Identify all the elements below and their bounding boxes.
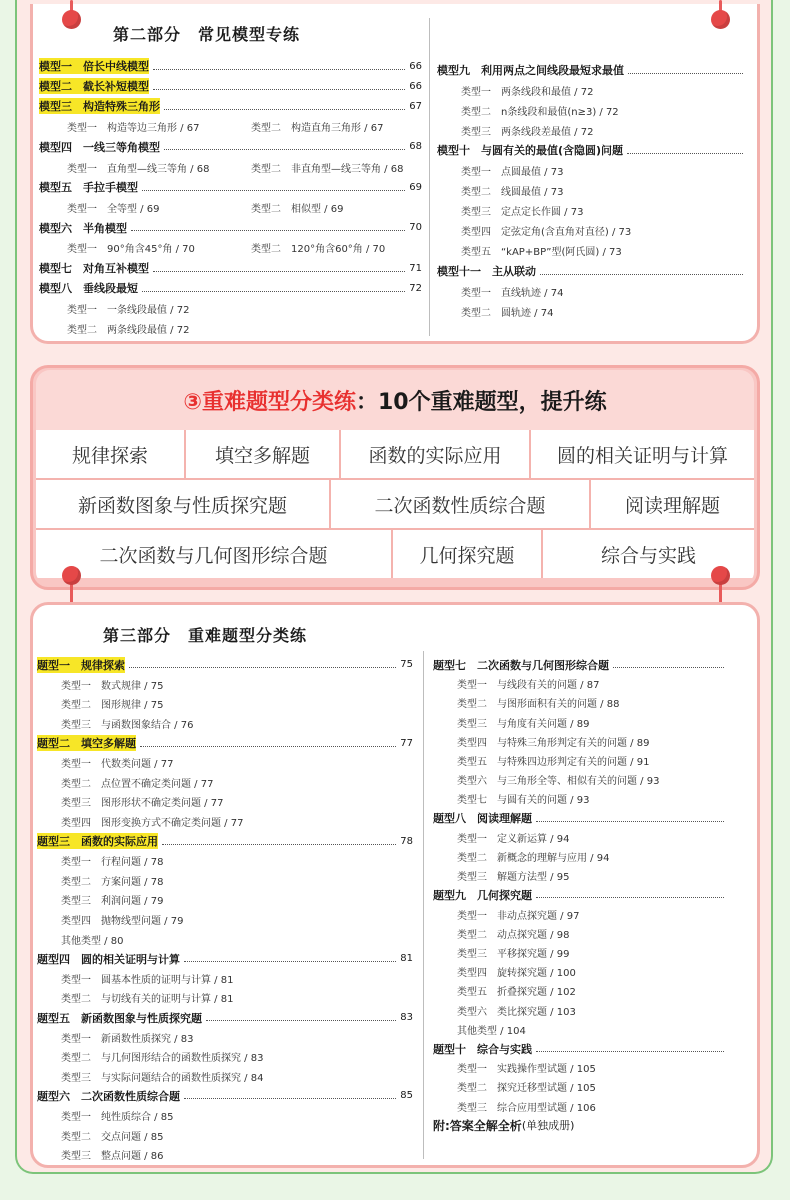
toc-heading-row (433, 809, 728, 828)
toc-subtype-row (61, 969, 233, 989)
toc-heading-label: 模型四 一线三等角模型 (39, 140, 160, 154)
part3-title: 第三部分 重难题型分类练 (103, 626, 308, 645)
part3-contents-card (30, 602, 760, 1168)
dot-leader (164, 109, 405, 110)
toc-heading-row (37, 1086, 413, 1106)
dot-leader (131, 230, 405, 231)
toc-heading-label: 模型六 半角模型 (39, 221, 127, 235)
column-divider (423, 651, 424, 1159)
toc-subtype-row (61, 1125, 163, 1145)
toc-subtype-row (457, 828, 569, 847)
toc-subtype-label: 类型二 新概念的理解与应用 / 94 (457, 853, 610, 865)
toc-subtype-row (61, 675, 163, 695)
question-type-cell: 综合与实践 (600, 544, 696, 567)
toc-subtype-row (457, 693, 619, 712)
toc-subtype-row (457, 1097, 596, 1116)
toc-subtype-row (457, 674, 599, 693)
toc-subtype-row (461, 80, 593, 100)
part3-right-column (433, 655, 728, 1165)
toc-subtype-label: 类型一 代数类问题 / 77 (61, 759, 174, 771)
toc-subtype-row (457, 866, 569, 885)
toc-heading-row (37, 1008, 413, 1028)
toc-subtype-row (457, 981, 576, 1000)
question-type-cell: 新函数图象与性质探究题 (36, 480, 331, 528)
toc-subtype-row (461, 281, 563, 301)
column-divider (429, 18, 430, 336)
question-type-cell: 二次函数性质综合题 (331, 480, 591, 528)
toc-subtype-row (61, 1106, 173, 1126)
dot-leader (153, 69, 405, 70)
toc-subtype-row (61, 1027, 193, 1047)
toc-subtype-row (61, 792, 223, 812)
toc-subtype-label: 类型二 与切线有关的证明与计算 / 81 (61, 994, 234, 1006)
toc-subtype-row (61, 753, 173, 773)
toc-subtype-row (461, 221, 631, 241)
toc-subtype-label: 类型四 与特殊三角形判定有关的问题 / 89 (457, 737, 650, 749)
question-type-grid (36, 430, 754, 584)
toc-heading-row (39, 137, 422, 157)
toc-subtype-row (461, 241, 622, 261)
toc-subtype-label: 类型二 n条线段和最值(n≥3) / 72 (461, 106, 619, 118)
toc-subtype-label: 类型二 相似型 / 69 (251, 203, 344, 215)
toc-subtype-row (457, 1001, 576, 1020)
question-type-cell: 填空多解题 (186, 430, 341, 478)
question-type-row (36, 528, 754, 578)
toc-subtype-row (61, 988, 233, 1008)
toc-subtype-row (61, 929, 123, 949)
toc-page-number: 75 (400, 659, 413, 671)
toc-subtype-label: 类型三 与角度有关问题 / 89 (457, 718, 590, 730)
toc-subtype-label: 类型四 定弦定角(含直角对直径) / 73 (461, 227, 632, 239)
toc-page-number: 70 (409, 222, 422, 234)
toc-subtype-label: 类型二 动点探究题 / 98 (457, 929, 570, 941)
part2-right-column (437, 60, 747, 330)
toc-subtype-label: 类型二 与几何图形结合的函数性质探究 / 83 (61, 1053, 264, 1065)
question-type-cell: 二次函数与几何图形综合题 (36, 530, 393, 578)
toc-heading-label: 模型三 构造特殊三角形 (39, 100, 160, 114)
toc-heading-row (39, 218, 422, 238)
part2-contents-card (30, 4, 760, 344)
toc-subtype-label: 类型二 图形规律 / 75 (61, 700, 164, 712)
toc-page-number: 66 (409, 60, 422, 72)
toc-subtype-label: 类型一 数式规律 / 75 (61, 680, 164, 692)
toc-page-number: 71 (409, 262, 422, 274)
toc-subtype-label: 类型一 纯性质综合 / 85 (61, 1112, 174, 1124)
toc-subtype-label: 类型一 直线轨迹 / 74 (461, 287, 564, 299)
question-type-row (36, 478, 754, 528)
difficult-types-banner-card (30, 365, 760, 590)
question-type-cell: 规律探索 (36, 430, 186, 478)
toc-subtype-label: 类型三 与函数图象结合 / 76 (61, 720, 194, 732)
toc-subtype-label: 类型三 利润问题 / 79 (61, 896, 164, 908)
toc-heading-row (37, 831, 413, 851)
dot-leader (184, 1098, 396, 1099)
toc-subtype-row (61, 773, 213, 793)
toc-subtype-row (457, 905, 579, 924)
toc-heading-row (39, 76, 422, 96)
toc-subtype-label: 类型三 整点问题 / 86 (61, 1151, 164, 1163)
toc-subtype-label: 类型一 一条线段最值 / 72 (67, 304, 190, 316)
toc-subtype-label: 类型二 点位置不确定类问题 / 77 (61, 778, 214, 790)
toc-subtype-row (461, 100, 619, 120)
toc-subtype-label: 类型一 行程问题 / 78 (61, 857, 164, 869)
banner-heading-text: ：10个重难题型，提升练 (356, 389, 607, 415)
toc-subtype-label: 类型一 点圆最值 / 73 (461, 167, 564, 179)
question-type-cell: 阅读理解题 (624, 494, 720, 517)
toc-subtype-row (457, 847, 609, 866)
question-type-cell: 圆的相关证明与计算 (556, 444, 728, 467)
toc-subtype-row (67, 238, 385, 258)
toc-subtype-row (457, 732, 649, 751)
banner-heading-highlight: ③重难题型分类练 (183, 389, 356, 415)
toc-subtype-row (457, 789, 589, 808)
toc-heading-row (37, 733, 413, 753)
toc-subtype-row (61, 890, 163, 910)
banner-heading (36, 370, 754, 430)
toc-subtype-row (67, 298, 189, 318)
appendix-row (433, 1116, 574, 1135)
toc-heading-row (39, 258, 422, 278)
dot-leader (153, 271, 405, 272)
toc-subtype-label: 类型一 圆基本性质的证明与计算 / 81 (61, 974, 234, 986)
toc-heading-row (37, 655, 413, 675)
dot-leader (536, 1051, 724, 1052)
toc-subtype-row (457, 1058, 596, 1077)
dot-leader (206, 1020, 396, 1021)
toc-heading-label: 题型十 综合与实践 (433, 1042, 532, 1056)
toc-page-number: 68 (409, 141, 422, 153)
toc-page-number: 81 (400, 953, 413, 965)
dot-leader (613, 667, 724, 668)
toc-subtype-row (457, 924, 569, 943)
toc-subtype-label: 类型三 定点定长作圆 / 73 (461, 207, 584, 219)
toc-subtype-label: 类型二 方案问题 / 78 (61, 876, 164, 888)
toc-page-number: 85 (400, 1090, 413, 1102)
toc-heading-row (37, 949, 413, 969)
dot-leader (536, 821, 724, 822)
toc-heading-row (433, 655, 728, 674)
toc-heading-row (39, 56, 422, 76)
toc-subtype-row (61, 1067, 263, 1087)
question-type-row (36, 430, 754, 478)
toc-heading-label: 模型十 与圆有关的最值(含隐圆)问题 (437, 144, 624, 158)
toc-subtype-label: 类型一 与线段有关的问题 / 87 (457, 680, 600, 692)
toc-subtype-row (67, 197, 343, 217)
toc-subtype-row (61, 1145, 163, 1165)
toc-heading-label: 题型四 圆的相关证明与计算 (37, 952, 180, 966)
toc-subtype-label: 类型三 两条线段差最值 / 72 (461, 126, 594, 138)
toc-subtype-row (457, 1077, 596, 1096)
toc-page-number: 66 (409, 80, 422, 92)
toc-page-number: 78 (400, 835, 413, 847)
toc-heading-label: 题型七 二次函数与几何图形综合题 (433, 658, 609, 672)
toc-heading-label: 模型二 截长补短模型 (39, 80, 149, 94)
toc-subtype-label: 类型二 构造直角三角形 / 67 (251, 123, 384, 135)
dot-leader (140, 746, 396, 747)
toc-subtype-row (67, 117, 383, 137)
toc-subtype-label: 其他类型 / 80 (61, 935, 124, 947)
toc-subtype-label: 类型四 抛物线型问题 / 79 (61, 916, 184, 928)
dot-leader (627, 153, 743, 154)
toc-subtype-label: 类型二 交点问题 / 85 (61, 1131, 164, 1143)
toc-subtype-label: 类型二 圆轨迹 / 74 (461, 307, 554, 319)
toc-heading-row (39, 177, 422, 197)
toc-subtype-label: 类型一 两条线段和最值 / 72 (461, 86, 594, 98)
toc-heading-label: 模型七 对角互补模型 (39, 262, 149, 276)
dot-leader (153, 89, 405, 90)
toc-subtype-label: 类型五 与特殊四边形判定有关的问题 / 91 (457, 757, 650, 769)
toc-subtype-label: 类型二 非直角型—线三等角 / 68 (251, 163, 404, 175)
toc-heading-row (437, 140, 747, 160)
toc-page-number: 72 (409, 282, 422, 294)
toc-heading-row (437, 60, 747, 80)
toc-subtype-label: 类型四 图形变换方式不确定类问题 / 77 (61, 818, 244, 830)
toc-subtype-row (457, 770, 659, 789)
toc-subtype-row (457, 751, 649, 770)
toc-subtype-label: 类型一 非动点探究题 / 97 (457, 910, 580, 922)
toc-subtype-row (461, 181, 563, 201)
toc-heading-label: 题型三 函数的实际应用 (37, 835, 158, 849)
toc-subtype-label: 类型一 定义新运算 / 94 (457, 833, 570, 845)
toc-subtype-row (61, 851, 163, 871)
toc-subtype-row (457, 943, 569, 962)
toc-subtype-row (457, 713, 589, 732)
toc-heading-label: 题型八 阅读理解题 (433, 812, 532, 826)
toc-subtype-label: 类型三 图形形状不确定类问题 / 77 (61, 798, 224, 810)
toc-subtype-label: 类型一 新函数性质探究 / 83 (61, 1033, 194, 1045)
toc-subtype-label: 类型七 与圆有关的问题 / 93 (457, 795, 590, 807)
toc-heading-row (39, 278, 422, 298)
toc-subtype-row (61, 812, 243, 832)
toc-subtype-label: 类型四 旋转探究题 / 100 (457, 968, 576, 980)
toc-subtype-label: 类型六 类比探究题 / 103 (457, 1006, 576, 1018)
dot-leader (142, 291, 405, 292)
toc-subtype-label: 类型二 120°角含60°角 / 70 (251, 244, 386, 256)
toc-heading-row (39, 96, 422, 116)
toc-subtype-label: 类型五 折叠探究题 / 102 (457, 987, 576, 999)
toc-subtype-label: 其他类型 / 104 (457, 1025, 526, 1037)
toc-heading-label: 模型九 利用两点之间线段最短求最值 (437, 64, 624, 78)
toc-subtype-row (61, 910, 183, 930)
question-type-cell: 函数的实际应用 (341, 430, 531, 478)
toc-subtype-row (461, 161, 563, 181)
dot-leader (129, 667, 396, 668)
toc-subtype-label: 类型三 平移探究题 / 99 (457, 949, 570, 961)
toc-subtype-row (67, 157, 403, 177)
part2-title: 第二部分 常见模型专练 (113, 25, 301, 44)
question-type-cell: 几何探究题 (393, 530, 543, 578)
toc-subtype-row (61, 694, 163, 714)
toc-heading-label: 题型一 规律探索 (37, 658, 125, 672)
toc-subtype-label: 类型一 实践操作型试题 / 105 (457, 1064, 596, 1076)
part2-left-column (39, 56, 422, 341)
toc-heading-row (437, 261, 747, 281)
toc-subtype-row (457, 1020, 526, 1039)
toc-subtype-label: 类型三 综合应用型试题 / 106 (457, 1102, 596, 1114)
toc-subtype-label: 类型一 90°角含45°角 / 70 (67, 244, 195, 256)
appendix-label: 附:答案全解全析 (433, 1118, 522, 1133)
toc-page-number: 69 (409, 181, 422, 193)
appendix-note: (单独成册) (521, 1119, 575, 1133)
toc-subtype-label: 类型一 全等型 / 69 (67, 203, 160, 215)
toc-page-number: 67 (409, 100, 422, 112)
toc-page-number: 77 (400, 737, 413, 749)
toc-subtype-row (61, 714, 193, 734)
toc-subtype-row (61, 1047, 263, 1067)
toc-subtype-row (461, 301, 553, 321)
toc-subtype-row (61, 871, 163, 891)
dot-leader (164, 149, 405, 150)
toc-subtype-row (461, 201, 583, 221)
dot-leader (536, 897, 724, 898)
toc-heading-row (433, 885, 728, 904)
toc-page-number: 83 (400, 1012, 413, 1024)
dot-leader (184, 961, 396, 962)
toc-heading-label: 题型五 新函数图象与性质探究题 (37, 1011, 202, 1025)
toc-subtype-label: 类型二 与图形面积有关的问题 / 88 (457, 699, 620, 711)
toc-subtype-label: 类型六 与三角形全等、相似有关的问题 / 93 (457, 776, 660, 788)
toc-heading-label: 模型一 倍长中线模型 (39, 60, 149, 74)
toc-subtype-label: 类型二 两条线段最值 / 72 (67, 325, 190, 337)
toc-heading-row (433, 1039, 728, 1058)
toc-heading-label: 模型十一 主从联动 (437, 265, 536, 279)
toc-heading-label: 题型九 几何探究题 (433, 888, 532, 902)
toc-subtype-row (67, 319, 189, 339)
toc-subtype-label: 类型五 “kAP+BP”型(阿氏圆) / 73 (461, 247, 622, 259)
toc-subtype-label: 类型三 与实际问题结合的函数性质探究 / 84 (61, 1072, 264, 1084)
part3-left-column (37, 655, 413, 1165)
toc-heading-label: 模型五 手拉手模型 (39, 181, 138, 195)
toc-heading-label: 题型二 填空多解题 (37, 737, 136, 751)
toc-subtype-label: 类型一 直角型—线三等角 / 68 (67, 163, 210, 175)
dot-leader (628, 73, 743, 74)
dot-leader (540, 274, 743, 275)
toc-subtype-label: 类型三 解题方法型 / 95 (457, 872, 570, 884)
dot-leader (162, 844, 396, 845)
toc-subtype-row (461, 120, 593, 140)
dot-leader (142, 190, 405, 191)
toc-subtype-label: 类型二 探究迁移型试题 / 105 (457, 1083, 596, 1095)
toc-subtype-row (457, 962, 576, 981)
toc-subtype-label: 类型二 线圆最值 / 73 (461, 187, 564, 199)
toc-subtype-label: 类型一 构造等边三角形 / 67 (67, 123, 200, 135)
toc-heading-label: 模型八 垂线段最短 (39, 282, 138, 296)
toc-heading-label: 题型六 二次函数性质综合题 (37, 1089, 180, 1103)
